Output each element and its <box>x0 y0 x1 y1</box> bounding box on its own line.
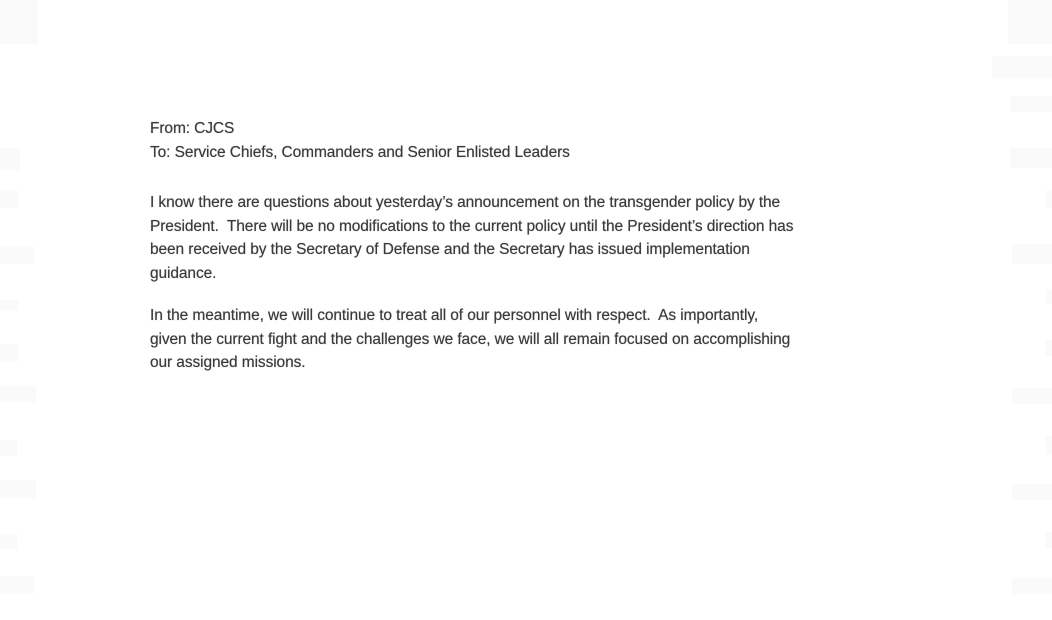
memo-to-line: To: Service Chiefs, Commanders and Senior Enlisted Leaders <box>150 143 570 161</box>
scan-artifact <box>1010 148 1052 168</box>
memo-line: I know there are questions about yesterday’s announcement on the transgender policy by the <box>150 194 781 211</box>
memo-paragraph-2 <box>150 304 930 375</box>
scan-artifact <box>0 576 34 594</box>
memo-line: been received by the Secretary of Defense and the Secretary has issued implementation <box>150 241 750 258</box>
scan-artifact <box>1046 190 1052 208</box>
scan-artifact <box>1046 290 1052 304</box>
memo-line: In the meantime, we will continue to treat all of our personnel with respect. As importantly, <box>150 307 759 324</box>
scan-artifact <box>1010 96 1052 112</box>
memo-from-line: From: CJCS <box>150 120 235 137</box>
scan-artifact <box>0 300 18 310</box>
scan-artifact <box>1012 388 1052 404</box>
scan-artifact <box>0 386 36 402</box>
scan-artifact <box>1012 244 1052 264</box>
scan-artifact <box>0 534 17 549</box>
memo-line: guidance. <box>150 264 217 282</box>
scan-artifact <box>1012 484 1052 500</box>
scan-artifact <box>1046 436 1052 454</box>
scan-artifact <box>992 56 1052 78</box>
scan-artifact <box>1046 340 1052 356</box>
memo-paragraph-1 <box>150 191 930 285</box>
scan-artifact <box>0 440 17 456</box>
scan-artifact <box>1046 532 1052 548</box>
scan-artifact <box>0 0 38 44</box>
scan-artifact <box>1008 0 1052 44</box>
memo-line: our assigned missions. <box>150 354 306 371</box>
scan-artifact <box>0 148 20 170</box>
memo-line: given the current fight and the challenges we face, we will all remain focused on accomplishing <box>150 330 791 348</box>
memo-header <box>150 117 930 164</box>
scan-artifact <box>0 246 34 264</box>
scan-artifact <box>0 480 36 498</box>
memo-body <box>150 117 930 375</box>
memo-line: President. There will be no modifications to the current policy until the President’s direction has <box>150 217 794 235</box>
scan-artifact <box>0 190 18 208</box>
scan-artifact <box>1012 578 1052 594</box>
scan-artifact <box>0 344 18 362</box>
